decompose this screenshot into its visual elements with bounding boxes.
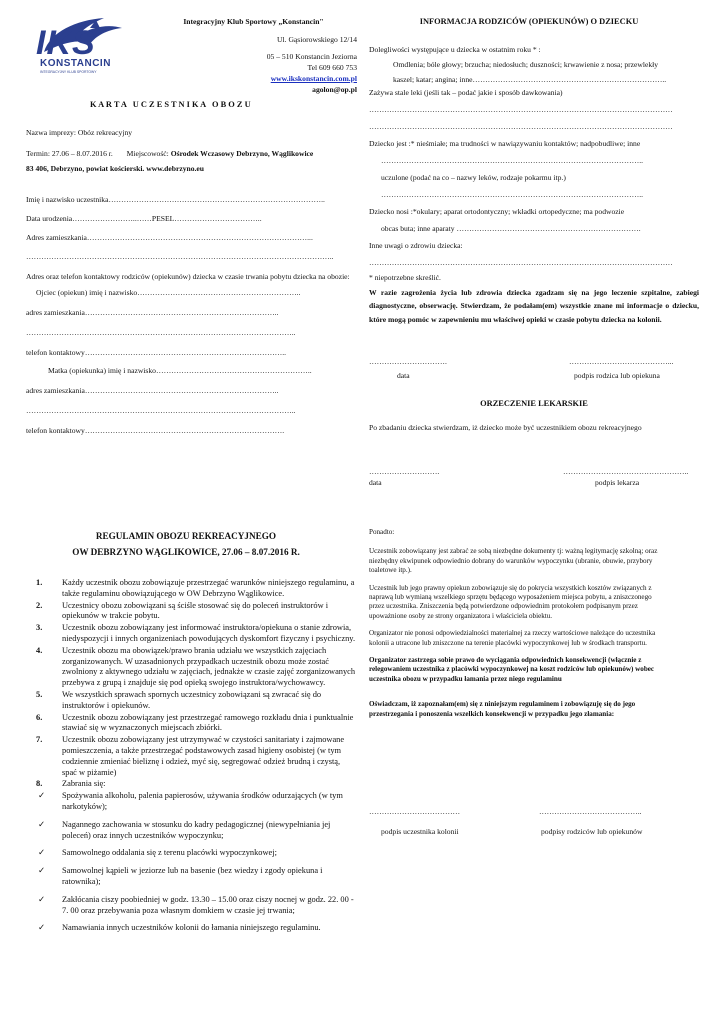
doctor-signature-line[interactable]: …………………………………………..	[563, 467, 689, 476]
checkmark-icon: ✓	[38, 866, 46, 876]
rule-text: Uczestnik obozu zobowiązany jest utrzymywać w czystości sanitariaty i zajmowane pomieszczenia, a także przestrzegać podstawowych zasad higieny osobistej (w tym codziennie zmieniać bieliznę i odzież, myć się, segregować odzież brudną i czystą, spać w piżamie)	[62, 735, 345, 777]
rule-text: Uczestnik obozu zobowiązany jest przestrzegać ramowego rozkładu dnia i punktualnie stawiać się w wyznaczonych miejscach zbiórki.	[62, 712, 354, 733]
birth-pesel-field[interactable]: Data urodzenia……………………..……PESEL……………………………..	[26, 214, 262, 223]
rule-item	[36, 713, 356, 735]
consent-statement: W razie zagrożenia życia lub zdrowia dziecka zgadzam się na jego leczenie szpitalne, zabiegi diagnostyczne, obserwację. Stwierdzam, że podałam(em) wszystkie znane mi informacje o dziecku, które mogą pomóc w zapewnieniu mu właściwej opieki w czasie pobytu dziecka na kolonii.	[369, 288, 699, 324]
info-section	[369, 44, 699, 326]
club-email: agolon@op.pl	[312, 85, 357, 94]
rule-text: Zabrania się:	[62, 779, 106, 789]
rule-item	[36, 646, 356, 689]
notes-declaration: Oświadczam, iż zapoznałam(em) się z niniejszym regulaminem i zobowiązuję się do jego przestrzegania i ponoszenia wszelkich konsekwencji w przypadku jego złamania:	[369, 700, 636, 718]
logo-name: KONSTANCIN	[40, 58, 111, 69]
prohibition-item	[36, 923, 356, 934]
participant-signature-label: podpis uczestnika kolonii	[381, 827, 459, 836]
other-health-field[interactable]: …………………………………………………………………………………………………………	[369, 258, 673, 267]
prohibition-text: Samowolnego oddalania się z terenu placówki wypoczynkowej;	[62, 848, 277, 858]
prohibition-text: Samowolnej kąpieli w jeziorze lub na basenie (bez wiedzy i zgody opiekuna i ratownika);	[62, 866, 323, 886]
rule-number: 8.	[36, 779, 43, 789]
prohibition-text: Spożywania alkoholu, palenia papierosów, używania środków odurzających (w tym narkotyków);	[62, 791, 343, 811]
rules-title: REGULAMIN OBOZU REKREACYJNEGO	[95, 531, 277, 541]
rule-item	[36, 623, 356, 645]
term-label: Termin: 27.06 – 8.07.2016 r.	[26, 149, 113, 158]
club-header	[150, 16, 357, 95]
behaviour-field[interactable]: …………………………………………………………………………………………..	[381, 156, 643, 165]
notes-consequences: Organizator zastrzega sobie prawo do wyciągania odpowiednich konsekwencji (włącznie z relegowaniem uczestnika z placówki wypoczynkowej na koszt rodziców lub opiekunów) wobec uczestnika obozu w przypadku łamania przez niego regulaminu	[369, 656, 655, 683]
card-title: K A R T A U C Z E S T N I K A O B O Z U	[90, 100, 251, 109]
rule-number: 1.	[36, 578, 43, 587]
prohibition-item	[36, 820, 356, 842]
parents-signature-line[interactable]: …………………………………..	[539, 807, 642, 816]
club-street: Ul. Gąsiorowskiego 12/14	[277, 35, 357, 44]
doctor-signature-label: podpis lekarza	[595, 478, 640, 487]
checkmark-icon: ✓	[38, 923, 46, 933]
rule-number: 6.	[36, 712, 43, 722]
club-city: 05 – 510 Konstancin Jeziorna	[266, 52, 357, 61]
ailments-other-field[interactable]: kaszel; katar; angina; inne…………………………………………………………………..	[393, 75, 667, 84]
rule-text: Uczestnik obozu ma obowiązek/prawo brania udziału we wszystkich zajęciach zorganizowanych. W uzasadnionych przypadkach uczestnik obozu może zostać zwolniony z aktywnego udziału w zajęciach, jednakże w czasie zajęć zorganizowanych przebywa z grupą i znajduje się pod opieką swojego instruktora/wychowawcy.	[62, 645, 356, 688]
place-value: Ośrodek Wczasowy Debrzyno, Wąglikowice	[170, 149, 314, 158]
checkmark-icon: ✓	[38, 791, 46, 801]
prohibitions-list	[36, 791, 356, 934]
prohibition-text: Namawiania innych uczestników kolonii do łamania niniejszego regulaminu.	[62, 923, 321, 933]
aids-question: Dziecko nosi :*okulary; aparat ortodontyczny; wkładki ortopedyczne; ma podwozie	[369, 207, 625, 216]
rule-item	[36, 690, 356, 712]
rule-item	[36, 601, 356, 623]
meds-field-1[interactable]: …………………………………………………………………………………………………………	[369, 105, 673, 114]
sig-date-line[interactable]: ………………………….	[369, 357, 447, 366]
checkmark-icon: ✓	[38, 894, 46, 904]
rule-text: We wszystkich sprawach spornych uczestnicy zobowiązani są zwracać się do instruktorów i opiekunów.	[62, 689, 322, 710]
rule-number: 5.	[36, 689, 43, 699]
card-form	[26, 127, 356, 436]
rule-number: 2.	[36, 600, 43, 610]
rules-numbered-list	[36, 578, 356, 790]
rule-number: 4.	[36, 645, 43, 655]
notes-documents: Uczestnik zobowiązany jest zabrać ze sobą niezbędne dokumenty tj: ważną legitymację szkolną; oraz niezbędny ekwipunek odpowiednio dobrany do warunków wypoczynku (ubranie, obuwie, przybory toaletowe itp.).	[369, 547, 658, 575]
rule-item	[36, 578, 356, 600]
rule-number: 7.	[36, 735, 43, 745]
club-logo	[30, 14, 130, 76]
footnote: * niepotrzebne skreślić.	[369, 273, 441, 282]
other-health-question: Inne uwagi o zdrowiu dziecka:	[369, 241, 463, 250]
club-name: Integracyjny Klub Sportowy „Konstancin"	[183, 17, 324, 26]
logo-letters: IKS	[36, 24, 96, 62]
rules-signature-block	[369, 806, 689, 838]
father-name-field[interactable]: Ojciec (opiekun) imię i nazwisko………………………………………………………..	[36, 288, 301, 297]
info-title: INFORMACJA RODZICÓW (OPIEKUNÓW) O DZIECKU	[419, 17, 639, 26]
behaviour-question: Dziecko jest :* nieśmiałe; ma trudności w nawiązywaniu kontaktów; nadpobudliwe; inne	[369, 139, 641, 148]
notes-damage: Uczestnik lub jego prawny opiekun zobowiązuje się do pokrycia wszystkich kosztów związanych z naprawą lub wymianą wszelkiego sprzętu będącego wyposażeniem miejsca pobytu, a zniszczonego przez uczestnika. Zniszczenia będą potwierdzone odpowiednim protokołem podpisanym przez upoważnione osoby ze strony organizatora i właściciela obiektu.	[369, 583, 652, 620]
prohibition-item	[36, 866, 356, 888]
medical-date-line[interactable]: ……………………….	[369, 467, 440, 476]
place-line2: 83 406, Debrzyno, powiat kościerski. www.debrzyno.eu	[26, 164, 205, 173]
rule-item	[36, 735, 356, 778]
checkmark-icon: ✓	[38, 819, 46, 829]
ailments-list: Omdlenia; bóle głowy; brzucha; niedosłuch; duszności; krwawienie z nosa; przewlekły	[393, 60, 659, 69]
father-phone-field[interactable]: telefon kontaktowy……………………………………………………………………..	[26, 348, 287, 357]
rules-subtitle: OW DEBRZYNO WĄGLIKOWICE, 27.06 – 8.07.2016 R.	[72, 547, 300, 557]
club-phone: Tel 609 660 753	[307, 63, 357, 72]
parent-signature-block	[369, 356, 699, 382]
event-name: Nazwa imprezy: Obóz rekreacyjny	[26, 128, 133, 137]
logo-tagline: INTEGRACYJNY KLUB SPORTOWY	[40, 70, 97, 74]
sig-parent-line[interactable]: …………………………………...	[569, 357, 674, 366]
club-website-link[interactable]: www.ikskonstancin.com.pl	[270, 74, 357, 83]
medical-title: ORZECZENIE LEKARSKIE	[480, 399, 588, 408]
aids-field[interactable]: obcas buta; inne aparaty ……………………………………………………………….	[381, 224, 641, 233]
place-label: Miejscowość:	[126, 149, 169, 158]
meds-field-2[interactable]: …………………………………………………………………………………………………………	[369, 122, 673, 131]
checkmark-icon: ✓	[38, 848, 46, 858]
rule-item	[36, 779, 356, 790]
notes-valuables: Organizator nie ponosi odpowiedzialności materialnej za rzeczy wartościowe należące do uczestnika kolonii a utracone lub zniszczone na terenie placówki wypoczynkowej lub w środkach transportu.	[369, 629, 656, 647]
meds-question: Zażywa stale leki (jeśli tak – podać jakie i sposób dawkowania)	[369, 88, 563, 97]
mother-phone-field[interactable]: telefon kontaktowy…………………………………………………………………….	[26, 426, 285, 435]
father-address-field[interactable]: adres zamieszkania…………………………………………………………………..	[26, 308, 279, 317]
prohibition-text: Zakłócania ciszy poobiedniej w godz. 13.30 – 15.00 oraz ciszy nocnej w godz. 22. 00 - 7. 00 oraz przebywania poza własnym domkiem w czasie jej trwania;	[62, 894, 354, 915]
ailments-question: Dolegliwości występujące u dziecka w ostatnim roku * :	[369, 45, 541, 54]
mother-address-continuation[interactable]: ……………………………………………………………………………………………..	[26, 406, 296, 415]
prohibition-text: Nagannego zachowania w stosunku do kadry pedagogicznej (niewypełniania jej poleceń) oraz innych uczestników wypoczynku;	[62, 819, 331, 840]
father-address-continuation[interactable]: ……………………………………………………………………………………………..	[26, 328, 296, 337]
notes-heading: Ponadto:	[369, 528, 395, 536]
rule-text: Uczestnik obozu zobowiązany jest informować instruktora/opiekuna o stanie zdrowia, niedyspozycji i innych organizeniach powodujących dyskomfort fizyczny i psychiczny.	[62, 623, 356, 643]
prohibition-item	[36, 895, 356, 917]
address-continuation-field[interactable]: …………………………………………………………………………………………………………..	[26, 252, 334, 261]
medical-date-label: data	[369, 478, 382, 487]
notes-section	[369, 528, 667, 727]
prohibition-item	[36, 791, 356, 813]
allergy-field[interactable]: …………………………………………………………………………………………..	[381, 190, 643, 199]
mother-name-field[interactable]: Matka (opiekunka) imię i nazwisko……………………………………………………..	[48, 366, 312, 375]
participant-name-field[interactable]: Imię i nazwisko uczestnika…………………………………………………………………………..	[26, 195, 325, 204]
rule-number: 3.	[36, 623, 43, 633]
sig-parent-label: podpis rodzica lub opiekuna	[574, 371, 660, 380]
mother-address-field[interactable]: adres zamieszkania…………………………………………………………………..	[26, 386, 279, 395]
prohibition-item	[36, 848, 356, 859]
participant-signature-line[interactable]: ………………………………	[369, 807, 461, 816]
rule-text: Uczestnicy obozu zobowiązani są ściśle stosować się do poleceń instruktorów i opiekunów w trakcie pobytu.	[62, 600, 329, 621]
medical-statement: Po zbadaniu dziecka stwierdzam, iż dziecko może być uczestnikiem obozu rekreacyjnego	[369, 423, 642, 432]
parents-intro: Adres oraz telefon kontaktowy rodziców (opiekunów) dziecka w czasie trwania pobytu dziecka na obozie:	[26, 272, 350, 281]
allergy-question: uczulone (podać na co – nazwy leków, rodzaje pokarmu itp.)	[381, 173, 566, 182]
address-field[interactable]: Adres zamieszkania……………………………………………………………………………...	[26, 233, 313, 242]
parents-signature-label: podpisy rodziców lub opiekunów	[541, 827, 643, 836]
rules-list	[36, 578, 356, 941]
sig-date-label: data	[397, 371, 410, 380]
doctor-signature-block	[369, 466, 699, 489]
rule-text: Każdy uczestnik obozu zobowiązuje przestrzegać warunków niniejszego regulaminu, a także regulaminu obowiązującego w OW Debrzyno Wąglikowice.	[62, 578, 355, 598]
